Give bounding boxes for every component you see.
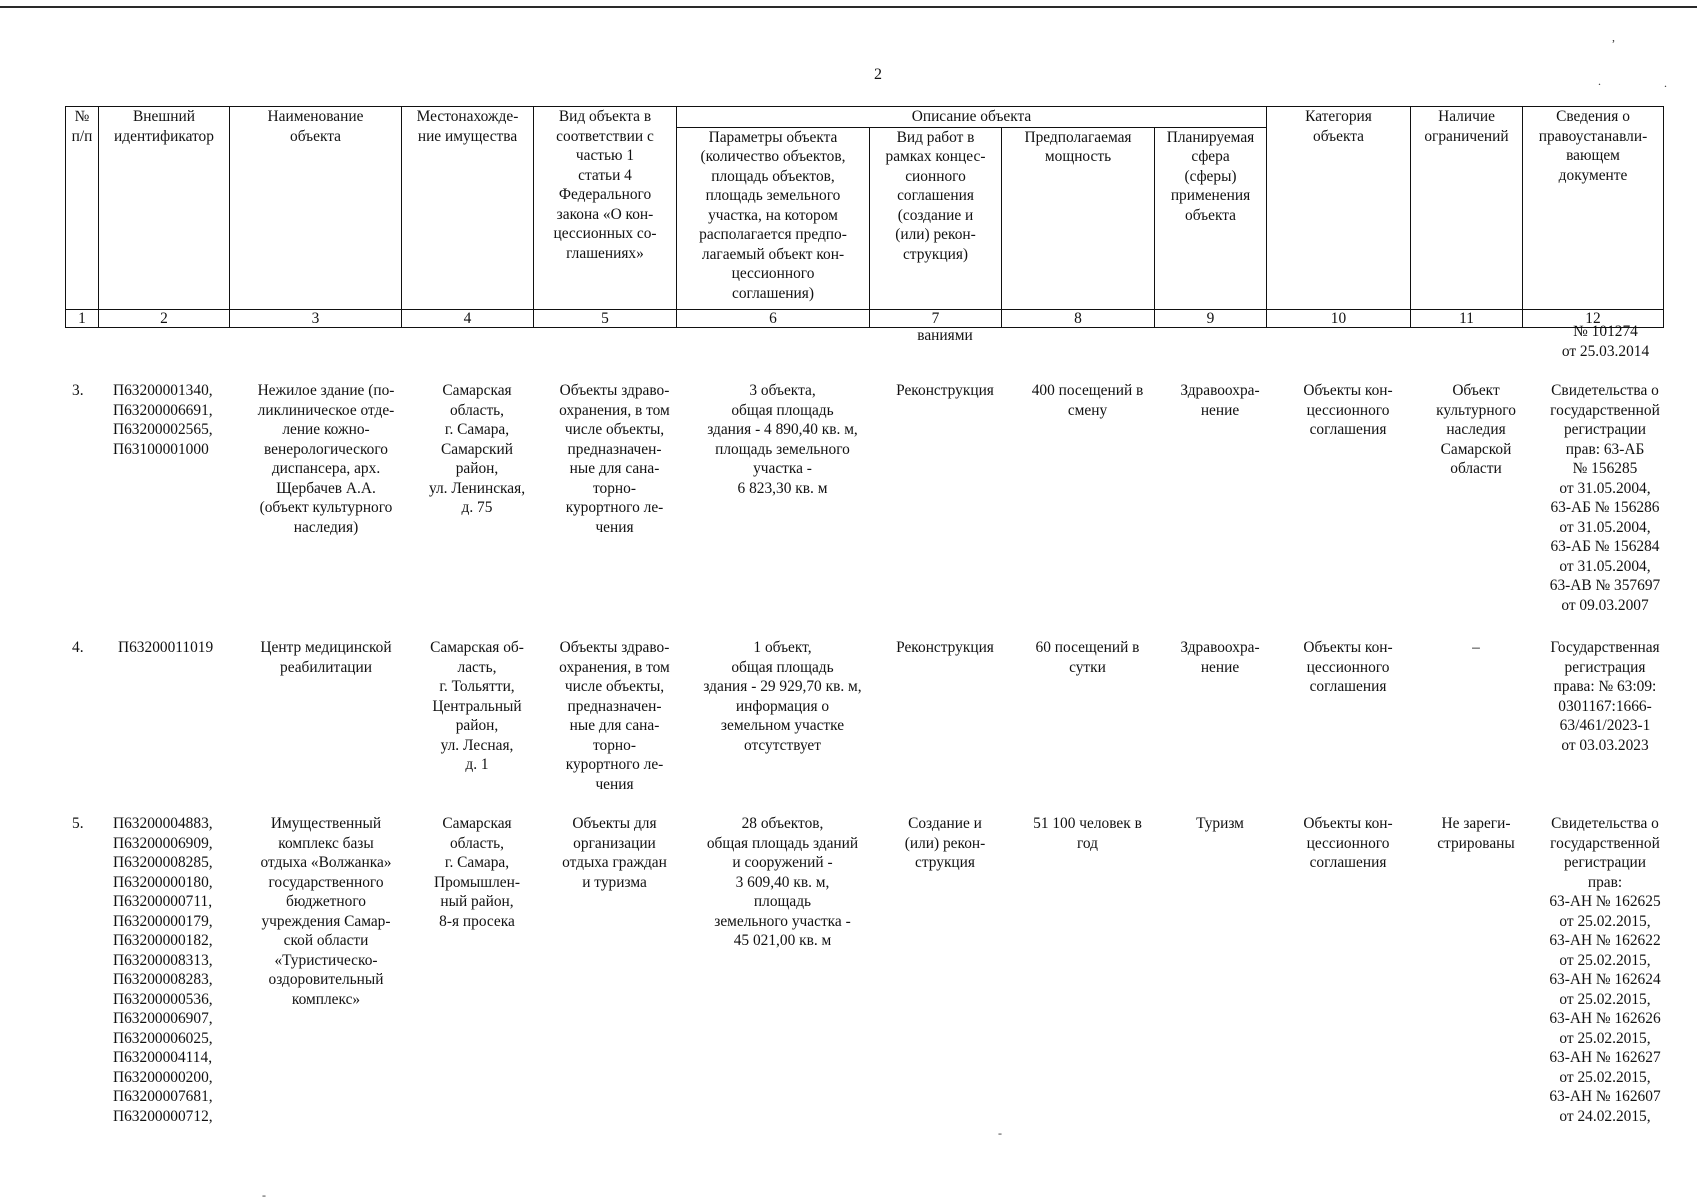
column-number: 11	[1411, 309, 1523, 327]
scan-speck: .	[1664, 76, 1667, 90]
header-restrictions: Наличие ограничений	[1411, 107, 1523, 310]
header-category: Категория объекта	[1267, 107, 1411, 310]
column-number-row	[66, 309, 1664, 327]
row-number: 4.	[72, 639, 84, 656]
column-number: 12	[1523, 309, 1664, 327]
scan-speck: -	[998, 1126, 1002, 1140]
row-parameters: 3 объекта, общая площадь здания - 4 890,40 кв. м, площадь земельного участка - 6 823,30 кв. м	[707, 382, 858, 497]
row-work-type: Создание и (или) рекон- струкция	[904, 815, 986, 871]
row-category: Объекты кон- цессионного соглашения	[1303, 639, 1393, 695]
row-title-document: Государственная регистрация права: № 63:09: 0301167:1666- 63/461/2023-1 от 03.03.2023	[1550, 639, 1660, 754]
row-object-type: Объекты здраво- охранения, в том числе объекты, предназначен- ные для сана- торно- курортного ле- чения	[559, 382, 670, 536]
row-object-name: Центр медицинской реабилитации	[260, 639, 392, 676]
header-title-document: Сведения о правоустанавли- вающем документе	[1523, 107, 1664, 310]
header-object-name: Наименование объекта	[230, 107, 402, 310]
scan-speck: ,	[1612, 30, 1615, 44]
row-location: Самарская область, г. Самара, Самарский район, ул. Ленинская, д. 75	[428, 382, 526, 516]
row-number: 3.	[72, 382, 84, 399]
scan-speck: .	[1598, 74, 1601, 88]
row-sphere: Здравоохра- нение	[1180, 639, 1260, 676]
row-sphere: Здравоохра- нение	[1180, 382, 1260, 419]
row-restrictions: Объект культурного наследия Самарской области	[1436, 382, 1516, 477]
column-number: 5	[534, 309, 677, 327]
scan-speck: -	[262, 1188, 266, 1202]
continuation-document: № 101274 от 25.03.2014	[1561, 323, 1650, 360]
column-number: 2	[99, 309, 230, 327]
row-restrictions: –	[1472, 639, 1480, 656]
scan-edge-line	[0, 6, 1697, 8]
header-object-description: Описание объекта	[677, 107, 1267, 128]
column-number: 3	[230, 309, 402, 327]
table-header-row	[66, 107, 1664, 128]
row-number: 5.	[72, 815, 84, 832]
concession-objects-table	[65, 106, 1664, 328]
header-capacity: Предполагаемая мощность	[1002, 127, 1155, 309]
column-number: 4	[402, 309, 534, 327]
row-capacity: 400 посещений в смену	[1031, 382, 1144, 419]
row-title-document: Свидетельства о государственной регистрации прав: 63-АБ № 156285 от 31.05.2004, 63-АБ № 156286 от 31.05.2004, 63-АБ № 156284 от 31.05.2004, 63-АВ № 357697 от 09.03.2007	[1549, 382, 1661, 614]
row-external-id: П63200004883, П63200006909, П63200008285, П63200000180, П63200000711, П63200000179, П63200000182, П63200008313, П63200008283, П63200000536, П63200006907, П63200006025, П63200004114, П63200000200, П63200007681, П63200000712,	[113, 815, 213, 1125]
row-parameters: 1 объект, общая площадь здания - 29 929,70 кв. м, информация о земельном участке отсутствует	[703, 639, 862, 754]
row-category: Объекты кон- цессионного соглашения	[1303, 382, 1393, 438]
column-number: 7	[870, 309, 1002, 327]
page-number: 2	[874, 66, 882, 83]
row-capacity: 60 посещений в сутки	[1035, 639, 1140, 676]
row-location: Самарская об- ласть, г. Тольятти, Центральный район, ул. Лесная, д. 1	[430, 639, 524, 773]
column-number: 1	[66, 309, 99, 327]
row-category: Объекты кон- цессионного соглашения	[1303, 815, 1393, 871]
continuation-work-type: ваниями	[917, 327, 973, 344]
row-work-type: Реконструкция	[896, 382, 994, 399]
column-number: 10	[1267, 309, 1411, 327]
row-work-type: Реконструкция	[896, 639, 994, 656]
row-capacity: 51 100 человек в год	[1033, 815, 1142, 852]
header-work-type: Вид работ в рамках концес- сионного соглашения (создание и (или) рекон- струкция)	[870, 127, 1002, 309]
row-external-id: П63200001340, П63200006691, П63200002565, П63100001000	[113, 382, 213, 458]
row-object-name: Нежилое здание (по- ликлиническое отде- ление кожно- венерологического диспансера, арх. Щербачев А.А. (объект культурного наследия)	[257, 382, 395, 536]
header-number: № п/п	[66, 107, 99, 310]
column-number: 6	[677, 309, 870, 327]
row-restrictions: Не зареги- стрированы	[1437, 815, 1515, 852]
row-title-document: Свидетельства о государственной регистрации прав: 63-АН № 162625 от 25.02.2015, 63-АН № 162622 от 25.02.2015, 63-АН № 162624 от 25.02.2015, 63-АН № 162626 от 25.02.2015, 63-АН № 162627 от 25.02.2015, 63-АН № 162607 от 24.02.2015,	[1549, 815, 1661, 1125]
row-sphere: Туризм	[1196, 815, 1244, 832]
row-object-type: Объекты здраво- охранения, в том числе объекты, предназначен- ные для сана- торно- курортного ле- чения	[559, 639, 670, 793]
column-number: 8	[1002, 309, 1155, 327]
header-location: Местонахожде- ние имущества	[402, 107, 534, 310]
header-parameters: Параметры объекта (количество объектов, площадь объектов, площадь земельного участка, на котором располагается предпо- лагаемый объект кон- цессионного соглашения)	[677, 127, 870, 309]
header-sphere: Планируемая сфера (сферы) применения объекта	[1155, 127, 1267, 309]
row-object-type: Объекты для организации отдыха граждан и туризма	[562, 815, 667, 891]
column-number: 9	[1155, 309, 1267, 327]
row-parameters: 28 объектов, общая площадь зданий и сооружений - 3 609,40 кв. м, площадь земельного участка - 45 021,00 кв. м	[706, 815, 859, 949]
header-object-type: Вид объекта в соответствии с частью 1 статьи 4 Федерального закона «О кон- цессионных со- глашениях»	[534, 107, 677, 310]
row-object-name: Имущественный комплекс базы отдыха «Волжанка» государственного бюджетного учреждения Самар- ской области «Туристическо- оздоровительный комплекс»	[260, 815, 392, 1008]
row-external-id: П63200011019	[118, 639, 214, 656]
header-external-id: Внешний идентификатор	[99, 107, 230, 310]
row-location: Самарская область, г. Самара, Промышлен- ный район, 8-я просека	[433, 815, 521, 930]
